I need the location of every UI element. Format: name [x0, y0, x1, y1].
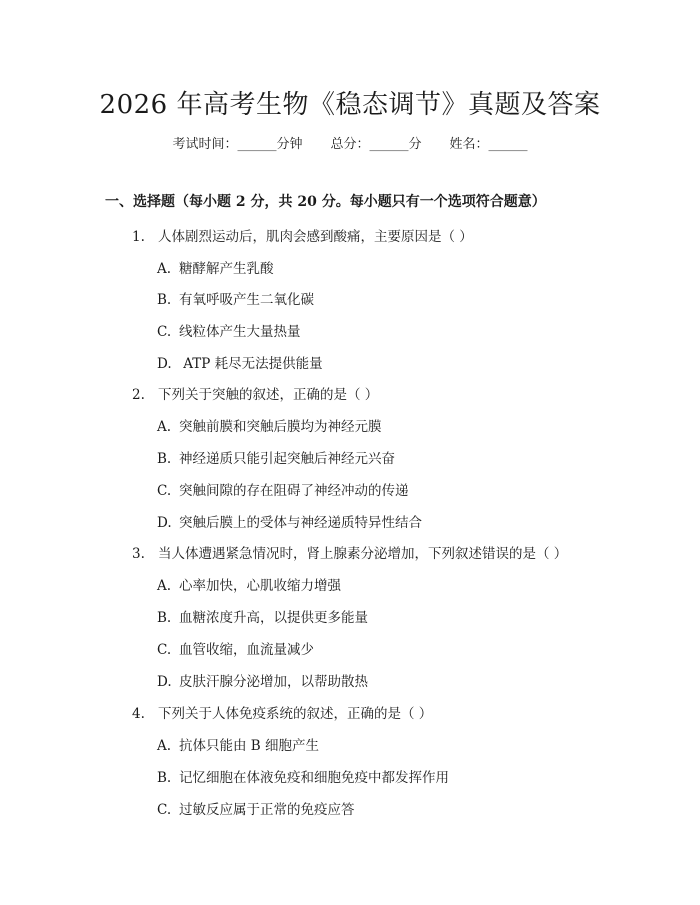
question-stem: 人体剧烈运动后，肌肉会感到酸痛，主要原因是（ ）: [158, 229, 473, 245]
option-text: 突触前膜和突触后膜均为神经元膜: [179, 419, 382, 435]
option-text: 抗体只能由 B 细胞产生: [179, 738, 320, 754]
option-3b: [157, 606, 368, 626]
question-4: [132, 702, 432, 722]
option-text: 血糖浓度升高，以提供更多能量: [179, 610, 368, 626]
student-name-field: 姓名：______: [449, 137, 528, 152]
question-stem: 当人体遭遇紧急情况时，肾上腺素分泌增加，下列叙述错误的是（ ）: [158, 546, 568, 562]
option-letter: C.: [157, 324, 172, 340]
option-text: 过敏反应属于正常的免疫应答: [179, 802, 355, 818]
option-2c: [157, 479, 409, 499]
question-stem: 下列关于人体免疫系统的叙述，正确的是（ ）: [158, 706, 433, 722]
option-letter: B.: [157, 610, 172, 626]
option-letter: D.: [157, 356, 172, 372]
section-heading: 一、选择题（每小题 2 分，共 20 分。每小题只有一个选项符合题意）: [105, 194, 546, 210]
option-4c: [157, 798, 355, 818]
option-letter: C.: [157, 802, 172, 818]
option-text: 皮肤汗腺分泌增加，以帮助散热: [179, 674, 368, 690]
option-letter: B.: [157, 451, 172, 467]
option-4a: [157, 734, 319, 754]
option-letter: A.: [157, 738, 172, 754]
option-letter: D.: [157, 674, 172, 690]
option-4b: [157, 766, 449, 786]
option-letter: A.: [157, 419, 172, 435]
option-letter: C.: [157, 483, 172, 499]
exam-info-line: [0, 133, 700, 152]
total-score-field: 总分：______分: [330, 137, 422, 152]
option-text: 糖酵解产生乳酸: [179, 261, 274, 277]
option-text: 血管收缩，血流量减少: [179, 642, 314, 658]
option-text: 线粒体产生大量热量: [179, 324, 301, 340]
question-2: [132, 383, 378, 403]
question-1: [132, 225, 473, 245]
question-number: 3.: [132, 546, 145, 562]
option-text: 有氧呼吸产生二氧化碳: [179, 292, 314, 308]
option-text: 心率加快，心肌收缩力增强: [179, 578, 341, 594]
question-number: 4.: [132, 706, 145, 722]
option-letter: B.: [157, 770, 172, 786]
option-text: 突触间隙的存在阻碍了神经冲动的传递: [179, 483, 409, 499]
option-letter: D.: [157, 515, 172, 531]
option-text: 神经递质只能引起突触后神经元兴奋: [179, 451, 395, 467]
option-letter: A.: [157, 261, 172, 277]
option-1d: [157, 352, 323, 372]
page-title: 2026 年高考生物《稳态调节》真题及答案: [99, 90, 601, 120]
option-text: 记忆细胞在体液免疫和细胞免疫中都发挥作用: [179, 770, 449, 786]
option-2b: [157, 447, 395, 467]
question-stem: 下列关于突触的叙述，正确的是（ ）: [158, 387, 379, 403]
option-letter: C.: [157, 642, 172, 658]
option-3c: [157, 638, 314, 658]
question-number: 1.: [132, 229, 145, 245]
option-2a: [157, 415, 382, 435]
option-text: 突触后膜上的受体与神经递质特异性结合: [179, 515, 422, 531]
option-3a: [157, 574, 341, 594]
exam-time-field: 考试时间：______分钟: [172, 137, 303, 152]
option-letter: A.: [157, 578, 172, 594]
question-number: 2.: [132, 387, 145, 403]
option-1b: [157, 288, 314, 308]
option-1c: [157, 320, 301, 340]
option-text: ATP 耗尽无法提供能量: [179, 356, 323, 372]
option-2d: [157, 511, 422, 531]
option-3d: [157, 670, 368, 690]
option-1a: [157, 257, 274, 277]
option-letter: B.: [157, 292, 172, 308]
question-3: [132, 542, 567, 562]
